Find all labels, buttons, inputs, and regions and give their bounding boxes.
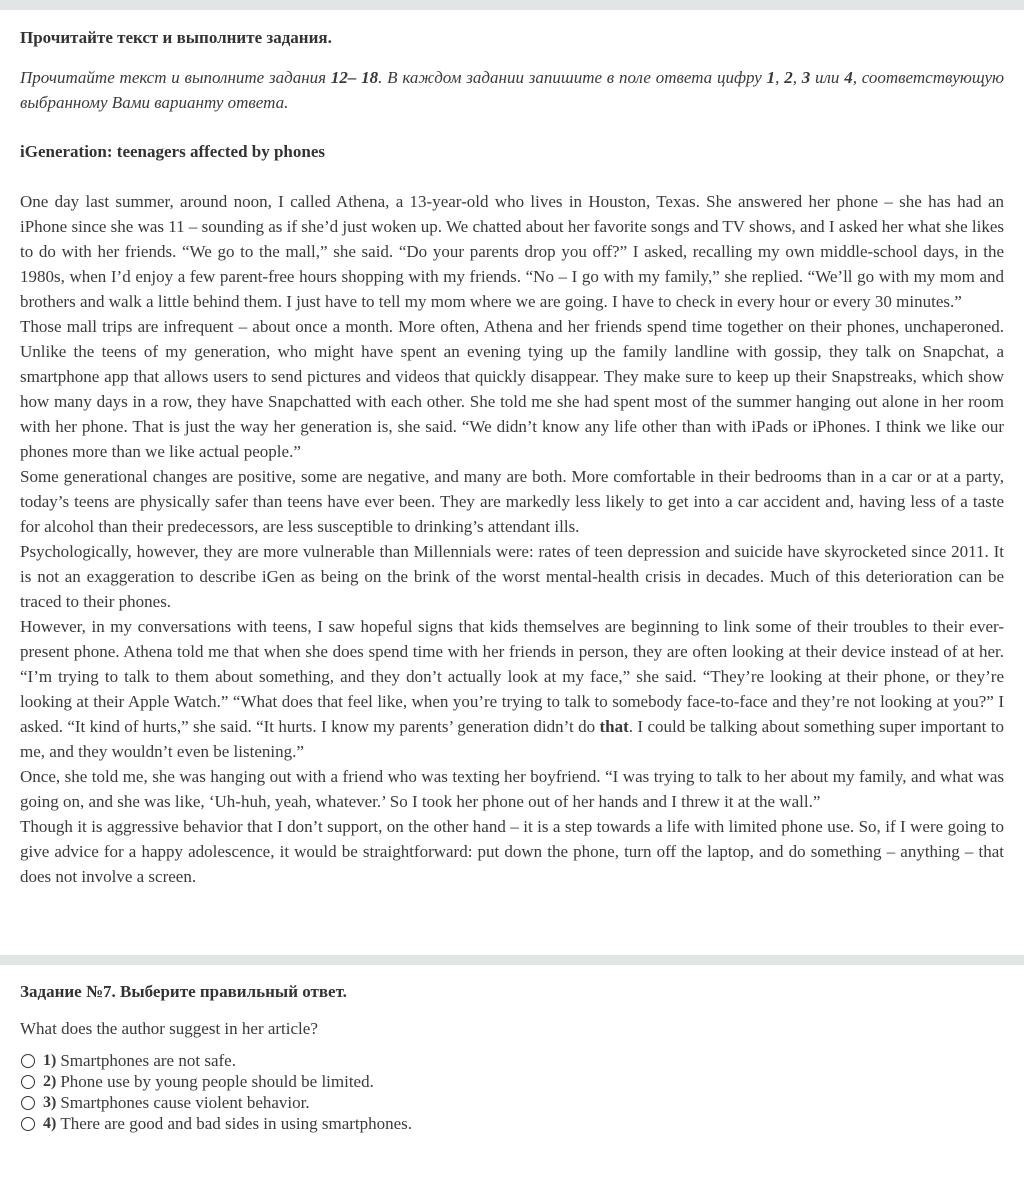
digit: 3	[801, 68, 811, 87]
answer-option-4[interactable]	[21, 1113, 1005, 1134]
task-heading: Задание №7. Выберите правильный ответ.	[20, 982, 347, 1001]
instruction-part: Прочитайте текст и выполните задания	[20, 68, 331, 87]
answer-options	[21, 1050, 1005, 1134]
section-heading: Прочитайте текст и выполните задания.	[20, 28, 332, 47]
option-number: 2)	[43, 1072, 57, 1090]
article-paragraph: Once, she told me, she was hanging out with a friend who was texting her boyfriend. “I was trying to talk to her about my family, and what was going on, and she was like, ‘Uh-huh, yeah, whatever.’ So I took her phone out of her hands and I threw it at the wall.”	[20, 767, 1004, 811]
emphasis-text: that	[599, 717, 629, 736]
article-body	[20, 189, 1004, 889]
separator: или	[810, 68, 845, 87]
top-separator-bar	[0, 0, 1024, 10]
option-number: 4)	[43, 1114, 57, 1132]
article-paragraph: Some generational changes are positive, some are negative, and many are both. More comfortable in their bedrooms than in a car or at a party, today’s teens are physically safer than teens have ever been. They are markedly less likely to get into a car accident and, having less of a taste for alcohol than their predecessors, are less susceptible to drinking’s attendant ills.	[20, 467, 1004, 536]
instruction-text	[20, 65, 1004, 115]
digit: 2	[784, 68, 793, 87]
option-number: 1)	[43, 1051, 57, 1069]
option-text: Smartphones cause violent behavior.	[60, 1092, 310, 1112]
answer-option-2[interactable]	[21, 1071, 1005, 1092]
article-paragraph: One day last summer, around noon, I called Athena, a 13-year-old who lives in Houston, Texas. She answered her phone – she has had an iPhone since she was 11 – sounding as if she’d just woken up. We chatted about her favorite songs and TV shows, and I asked her what she likes to do with her friends. “We go to the mall,” she said. “Do your parents drop you off?” I asked, recalling my own middle-school days, in the 1980s, when I’d enjoy a few parent-free hours shopping with my friends. “No – I go with my family,” she replied. “We’ll go with my mom and brothers and walk a little behind them. I just have to tell my mom where we are going. I have to check in every hour or every 30 minutes.”	[20, 192, 1004, 311]
separator: ,	[792, 68, 802, 87]
digit: 4	[844, 68, 853, 87]
task-question: What does the author suggest in her article?	[20, 1019, 318, 1038]
radio-button[interactable]	[21, 1096, 35, 1110]
paragraph-text: . I could be talking about something super important to me, and they wouldn’t even be listening.”	[20, 717, 1004, 761]
option-number: 3)	[43, 1093, 57, 1111]
option-text: Phone use by young people should be limited.	[60, 1071, 374, 1091]
article-paragraph	[20, 614, 1004, 764]
radio-button[interactable]	[21, 1054, 35, 1068]
separator: ,	[775, 68, 785, 87]
instruction-part: , соответствующую выбранному Вами варианту ответа.	[20, 68, 1005, 112]
radio-button[interactable]	[21, 1117, 35, 1131]
paragraph-text: However, in my conversations with teens, I saw hopeful signs that kids themselves are beginning to link some of their troubles to their ever-present phone. Athena told me that when she does spend time with her friends in person, they are often looking at their device instead of at her. “I’m trying to talk to them about something, and they don’t actually look at my face,” she said. “They’re looking at their phone, or they’re looking at their Apple Watch.” “What does that feel like, when you’re trying to talk to somebody face-to-face and they’re not looking at you?” I asked. “It kind of hurts,” she said. “It hurts. I know my parents’ generation didn’t do	[20, 617, 1004, 736]
article-paragraph: Those mall trips are infrequent – about once a month. More often, Athena and her friends spend time together on their phones, unchaperoned. Unlike the teens of my generation, who might have spent an evening tying up the family landline with gossip, they talk on Snapchat, a smartphone app that allows users to send pictures and videos that quickly disappear. They make sure to keep up their Snapstreaks, which show how many days in a row, they have Snapchatted with each other. She told me she had spent most of the summer hanging out alone in her room with her phone. That is just the way her generation is, she said. “We didn’t know any life other than with iPads or iPhones. I think we like our phones more than we like actual people.”	[20, 317, 1004, 461]
article-paragraph: Though it is aggressive behavior that I don’t support, on the other hand – it is a step towards a life with limited phone use. So, if I were going to give advice for a happy adolescence, it would be straightforward: put down the phone, turn off the laptop, and do something – anything – that does not involve a screen.	[20, 817, 1004, 886]
answer-option-1[interactable]	[21, 1050, 1005, 1071]
article-paragraph: Psychologically, however, they are more vulnerable than Millennials were: rates of teen depression and suicide have skyrocketed since 2011. It is not an exaggeration to describe iGen as being on the brink of the worst mental-health crisis in decades. Much of this deterioration can be traced to their phones.	[20, 542, 1004, 611]
radio-button[interactable]	[21, 1075, 35, 1089]
digit: 1	[766, 68, 776, 87]
instruction-part: . В каждом задании запишите в поле ответа цифру	[378, 68, 767, 87]
answer-option-3[interactable]	[21, 1092, 1005, 1113]
section-separator-bar	[0, 955, 1024, 965]
article-title: iGeneration: teenagers affected by phones	[20, 142, 326, 161]
option-text: There are good and bad sides in using smartphones.	[60, 1113, 413, 1133]
task-range: 12– 18	[330, 68, 379, 87]
option-text: Smartphones are not safe.	[60, 1050, 236, 1070]
